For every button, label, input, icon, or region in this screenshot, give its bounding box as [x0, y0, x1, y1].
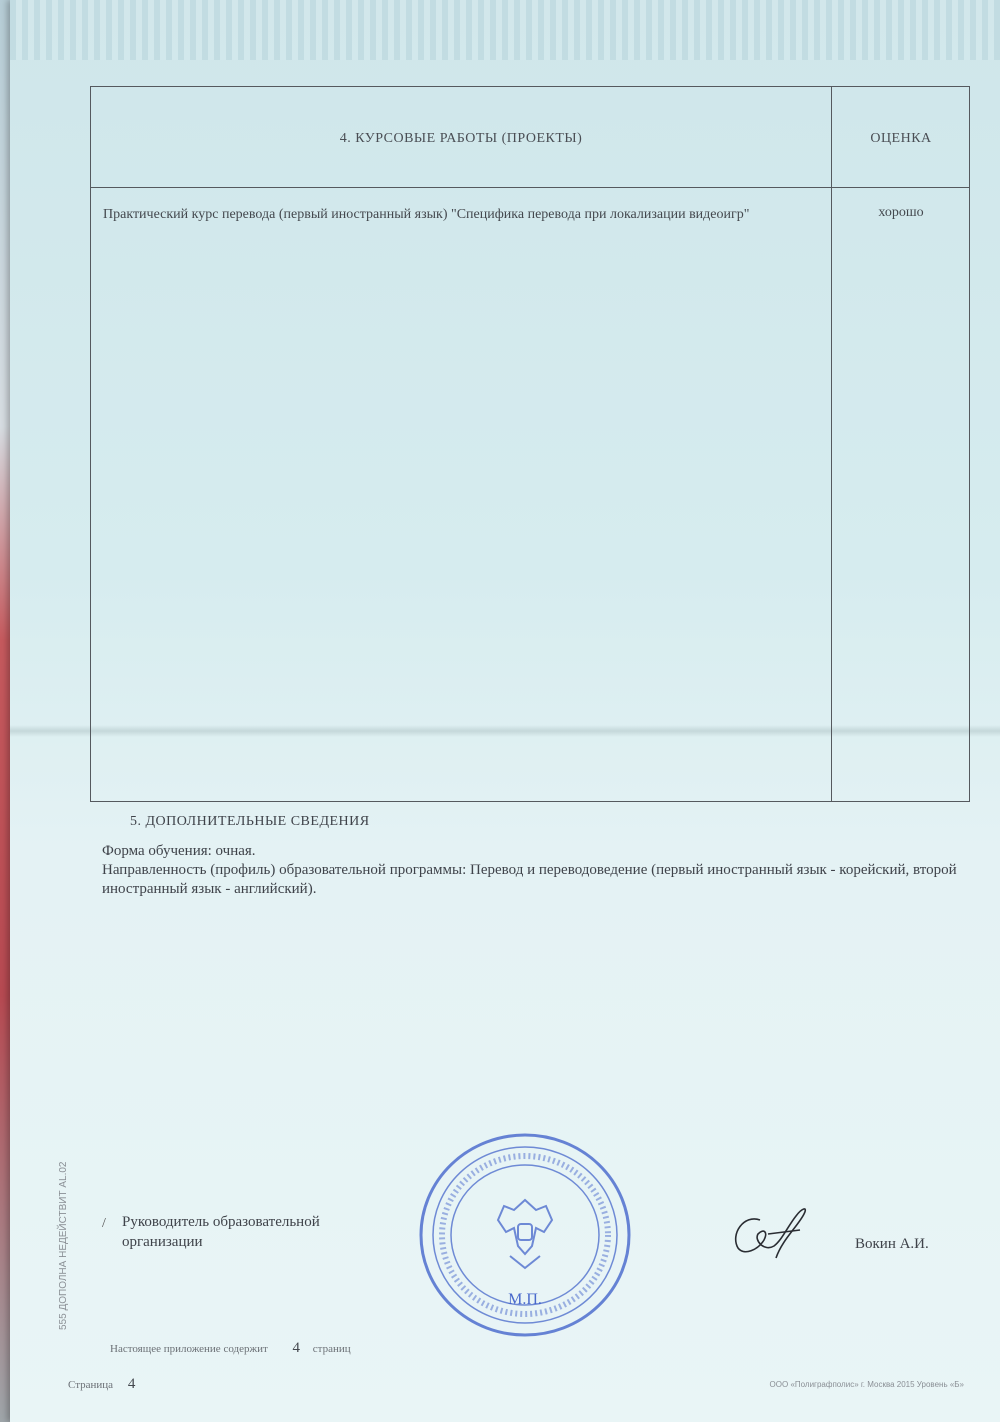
program-profile: Направленность (профиль) образовательной программы: Перевод и переводоведение (первый иностранный язык - корейский, второй иностранный язык - английский). [102, 862, 957, 897]
eagle-emblem-icon [498, 1200, 552, 1268]
column-divider [831, 87, 832, 801]
additional-info-title: 5. ДОПОЛНИТЕЛЬНЫЕ СВЕДЕНИЯ [130, 814, 370, 829]
pages-count-line [110, 1340, 351, 1357]
study-form: Форма обучения: очная. [102, 843, 256, 859]
head-mark: / [102, 1216, 106, 1231]
head-label: Руководитель образовательной организации [122, 1214, 320, 1250]
pages-prefix: Настоящее приложение содержит [110, 1343, 268, 1355]
page-number-line [68, 1376, 135, 1393]
pages-suffix: страниц [312, 1343, 351, 1355]
coursework-grade: хорошо [878, 205, 924, 220]
coursework-table [90, 86, 970, 802]
printer-info: ООО «Полиграфполис» г. Москва 2015 Уровень «Б» [769, 1380, 964, 1389]
side-serial-text: 555 ДОПОЛНА НЕДЕЙСТВИТ АL.02 [58, 1161, 69, 1330]
coursework-title: Практический курс перевода (первый иностранный язык) "Специфика перевода при локализации видеоигр" [103, 207, 750, 222]
seal-label: М.П. [508, 1291, 542, 1308]
header-divider [91, 187, 969, 188]
pages-count: 4 [292, 1340, 301, 1356]
grade-header: ОЦЕНКА [870, 131, 932, 146]
diploma-supplement-page [10, 0, 1000, 1422]
additional-info-body [102, 842, 972, 899]
signer-name: Вокин А.И. [855, 1236, 929, 1252]
coursework-header: 4. КУРСОВЫЕ РАБОТЫ (ПРОЕКТЫ) [339, 131, 583, 146]
ornament-border [10, 0, 1000, 60]
page-prefix: Страница [68, 1379, 114, 1391]
page-number: 4 [127, 1376, 136, 1392]
official-seal [414, 1128, 636, 1342]
signature [724, 1200, 814, 1262]
